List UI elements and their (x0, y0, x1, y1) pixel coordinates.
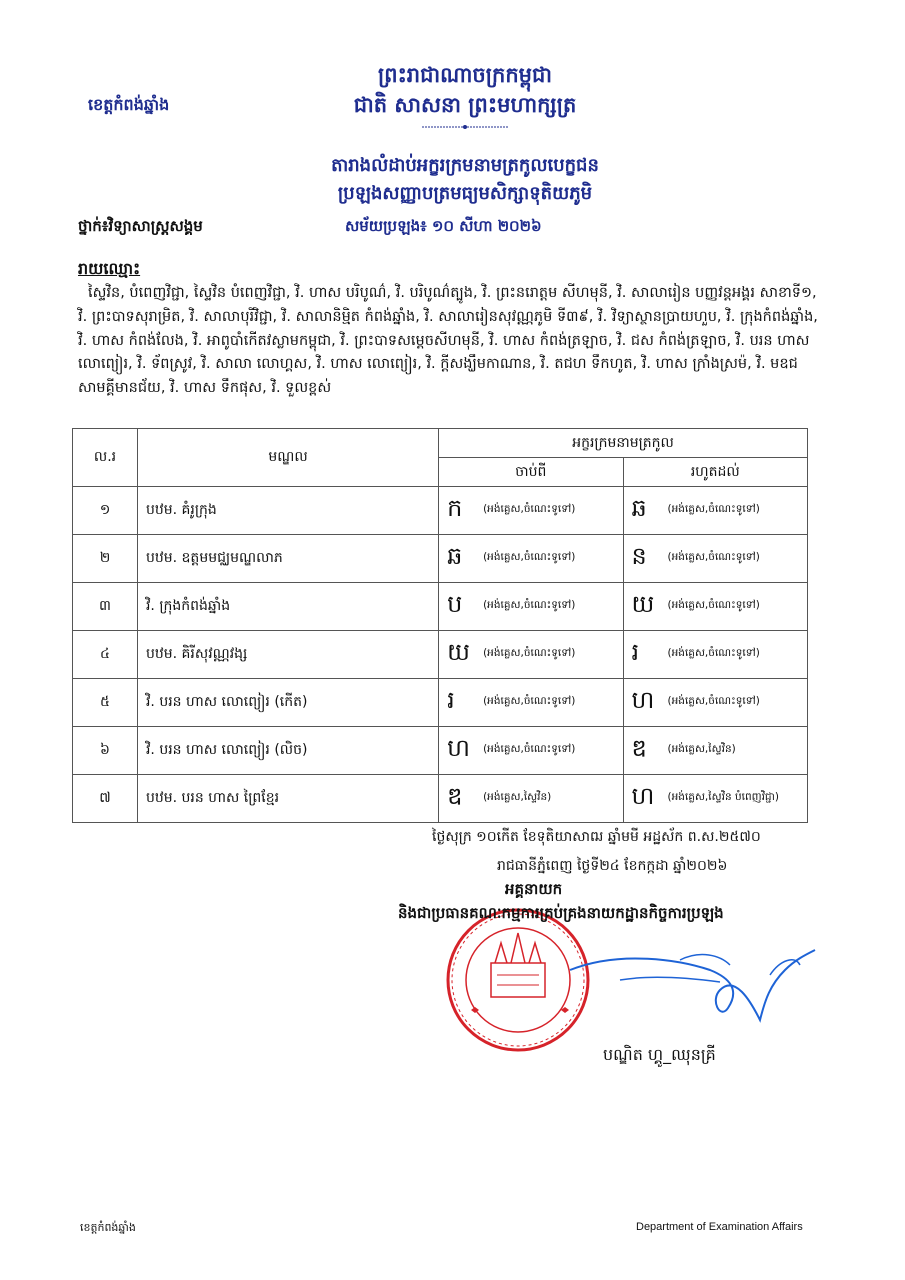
row-from (439, 583, 623, 631)
allocation-table (72, 428, 808, 823)
solar-date: រាជធានីភ្នំពេញ ថ្ងៃទី២៤ ខែកក្កដា ឆ្នាំ២០២៦ (497, 858, 728, 874)
row-no: ៥ (73, 679, 138, 727)
table-row (73, 535, 808, 583)
row-from (439, 727, 623, 775)
from-note: (អង់គ្លេស,ចំណេះទូទៅ) (483, 599, 576, 611)
from-note: (អង់គ្លេស,ចំណេះទូទៅ) (483, 647, 576, 659)
row-center: វិ. ក្រុងកំពង់ឆ្នាំង (137, 583, 438, 631)
national-motto: ជាតិ សាសនា ព្រះមហាក្សត្រ (353, 93, 577, 117)
province-label: ខេត្តកំពង់ឆ្នាំង (88, 95, 170, 114)
from-letter: រ (447, 686, 455, 714)
ornament-divider (420, 122, 510, 132)
row-to (623, 487, 807, 535)
to-note: (អង់គ្លេស,ចំណេះទូទៅ) (667, 503, 760, 515)
to-note: (អង់គ្លេស,ស្ទៃវិន) (667, 743, 736, 755)
from-letter: ឌ (447, 782, 463, 810)
row-from (439, 775, 623, 823)
table-row (73, 727, 808, 775)
to-note: (អង់គ្លេស,ចំណេះទូទៅ) (667, 647, 760, 659)
row-no: ៦ (73, 727, 138, 775)
table-row (73, 679, 808, 727)
from-note: (អង់គ្លេស,ចំណេះទូទៅ) (483, 695, 576, 707)
to-letter: ឌ (631, 734, 647, 762)
row-no: ៣ (73, 583, 138, 631)
table-row (73, 583, 808, 631)
to-letter: ហ (631, 782, 655, 810)
signatory-organization: និងជាប្រធានគណៈកម្មការគ្រប់គ្រងនាយកដ្ឋានកិច្ចការប្រឡង (398, 904, 724, 922)
header-no: ល.រ (73, 429, 138, 487)
exam-session: សម័យប្រឡង៖ ១០ សីហា ២០២៦ (345, 217, 542, 235)
from-letter: ហ (447, 734, 470, 762)
to-letter: ន (631, 542, 647, 570)
row-from (439, 487, 623, 535)
signer-name: បណ្ឌិត ហ្គូ_ឈុនគ្រី (603, 1045, 716, 1064)
centers-list: ស្ទៃវិន, បំពេញវិជ្ជា, ស្ទៃវិន បំពេញវិជ្ជា, វិ. ហាស បរិបូណ៌, វិ. បរិបូណ៌ត្បូង, វិ. ព្រះនរោត្តម សីហមុនី, វិ. សាលារៀន បញ្ញវន្តអង្គរ សាខាទី១, វិ. ព្រះបាទសុរាម្រិត, វិ. សាលាបុរីវិជ្ជា, វិ. សាលានិម្មិត កំពង់ឆ្នាំង, វិ. សាលារៀនសុវណ្ណភូមិ ទី៣៩, វិ. វិទ្យាស្ថានប្រាយហួប, វិ. ក្រុងកំពង់ឆ្នាំង, វិ. ហាស កំពង់លែង, វិ. អាពូបាំកើតវស្លាមកម្ពុជា, វិ. ព្រះបាទសម្ដេចសីហមុនី, វិ. ហាស កំពង់ត្រឡាច, វិ. ជស កំពង់ត្រឡាច, វិ. បរន ហាស លោព្យៀរ, វិ. ទ័ពស្រូវ, វិ. សាលា លោហ្គស, វិ. ហាស លោព្យៀរ, វិ. ក្ដីសង្ឃឹមកាណាន, វិ. តជហ ទឹកហូត, វិ. ហាស ក្រាំងស្រម៉, វិ. មឧជ សាមគ្គីមានជ័យ, វិ. ហាស ទឹកផុស, វិ. ទួលខ្ពស់ (78, 285, 818, 397)
document-subtitle: ប្រឡងសញ្ញាបត្រមធ្យមសិក្សាទុតិយភូមិ (337, 183, 593, 204)
row-center: វិ. បរន ហាស លោព្យៀរ (កើត) (137, 679, 438, 727)
from-letter: ប (447, 590, 463, 618)
from-note: (អង់គ្លេស,ចំណេះទូទៅ) (483, 551, 576, 563)
footer-province: ខេត្តកំពង់ឆ្នាំង (80, 1221, 136, 1234)
footer-department: Department of Examination Affairs (636, 1221, 803, 1233)
row-to (623, 535, 807, 583)
to-note: (អង់គ្លេស,ស្ទៃវិន បំពេញវិជ្ជា) (667, 791, 780, 803)
header-center: មណ្ឌល (137, 429, 438, 487)
kingdom-heading: ព្រះរាជាណាចក្រកម្ពុជា (377, 63, 552, 87)
signature (560, 930, 820, 1040)
row-no: ១ (73, 487, 138, 535)
row-to (623, 775, 807, 823)
grade-label: ថ្នាក់៖វិទ្យាសាស្ត្រសង្គម (78, 217, 203, 235)
row-from (439, 679, 623, 727)
row-center: បឋម. ឧត្តមមជ្ឈមណ្ឌលាភ (137, 535, 438, 583)
row-center: បឋម. បរន ហាស ព្រៃខ្មែរ (137, 775, 438, 823)
to-letter: ឆ (631, 494, 647, 522)
to-letter: ហ (631, 686, 655, 714)
row-no: ៤ (73, 631, 138, 679)
to-note: (អង់គ្លេស,ចំណេះទូទៅ) (667, 551, 760, 563)
to-letter: រ (631, 638, 640, 666)
row-from (439, 631, 623, 679)
to-letter: យ (631, 590, 655, 618)
row-no: ២ (73, 535, 138, 583)
signatory-title: អគ្គនាយក (505, 880, 563, 898)
from-note: (អង់គ្លេស,ចំណេះទូទៅ) (483, 503, 576, 515)
row-center: វិ. បរន ហាស លោព្យៀរ (លិច) (137, 727, 438, 775)
document-title: តារាងលំដាប់អក្ខរក្រមនាមត្រកូលបេក្ខជន (331, 155, 599, 176)
row-to (623, 583, 807, 631)
row-to (623, 631, 807, 679)
from-letter: ឆ (447, 542, 463, 570)
from-note: (អង់គ្លេស,ស្ទៃវិន) (483, 791, 552, 803)
header-alphabet: អក្ខរក្រមនាមត្រកូល (439, 429, 808, 458)
row-to (623, 727, 807, 775)
centers-heading: រាយឈ្មោះ (78, 259, 141, 278)
row-center: បឋម. គិរីសុវណ្ណវង្ស (137, 631, 438, 679)
row-to (623, 679, 807, 727)
from-letter: យ (447, 638, 470, 666)
table-row (73, 775, 808, 823)
row-center: បឋម. គំរូក្រុង (137, 487, 438, 535)
table-row (73, 487, 808, 535)
from-letter: ក (447, 494, 463, 522)
row-from (439, 535, 623, 583)
header-to: រហូតដល់ (623, 458, 807, 487)
from-note: (អង់គ្លេស,ចំណេះទូទៅ) (483, 743, 576, 755)
header-from: ចាប់ពី (439, 458, 623, 487)
row-no: ៧ (73, 775, 138, 823)
lunar-date: ថ្ងៃសុក្រ ១០កើត ខែទុតិយាសាឍ ឆ្នាំមមី អដ្ឋស័ក ព.ស.២៥៧០ (432, 829, 761, 845)
to-note: (អង់គ្លេស,ចំណេះទូទៅ) (667, 599, 760, 611)
table-row (73, 631, 808, 679)
to-note: (អង់គ្លេស,ចំណេះទូទៅ) (667, 695, 760, 707)
